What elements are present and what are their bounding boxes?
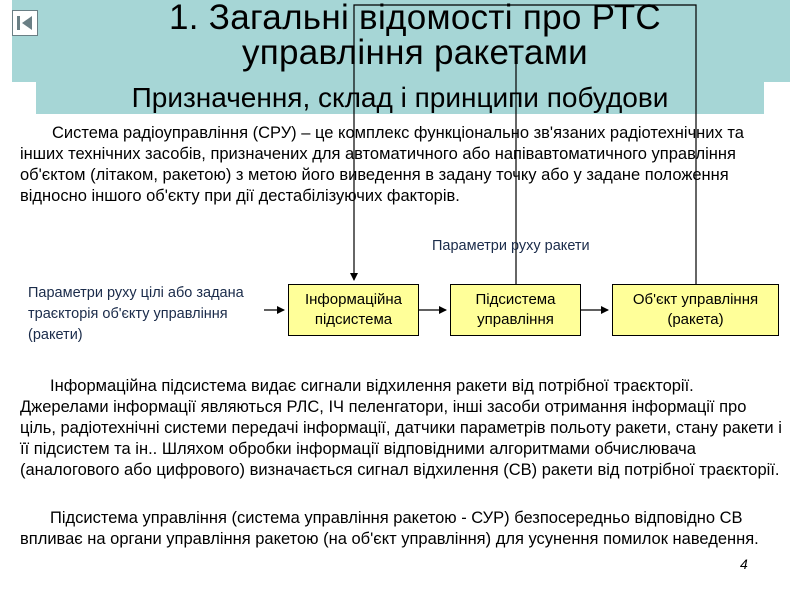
info-subsystem-block — [288, 284, 419, 336]
info-subsystem-paragraph: Інформаційна підсистема видає сигнали відхилення ракети від потрібної траєкторії. Джерелами інформації являються РЛС, ІЧ пеленгатори, інші засоби отримання інформації про ціль, радіотехнічні системи передачі інформації, датчики параметрів польоту ракети, стану ракети і її підсистем та ін.. Шляхом обробки інформації відповідними алгоритмами обчислювача (аналогового або цифрового) визначається сигнал відхилення (СВ) ракети від потрібної траєкторії. — [20, 377, 782, 479]
control-object-block — [612, 284, 779, 336]
title-line-1: 1. Загальні відомості про РТС — [168, 0, 662, 37]
missile-motion-label: Параметри руху ракети — [432, 238, 590, 254]
control-object-label: Об'єкт управління (ракета) — [632, 291, 759, 328]
slide-subtitle: Призначення, склад і принципи побудови — [131, 82, 669, 113]
page-number: 4 — [740, 556, 748, 572]
title-line-2: управління ракетами — [241, 33, 589, 72]
intro-paragraph: Система радіоуправління (СРУ) – це комплекс функціонально зв'язаних радіотехнічних та інших технічних засобів, призначених для автоматичного або напівавтоматичного управління об'єктом (літаком, ракетою) з метою його виведення в задану точку або у задане положення відносно іншого об'єкту при дії дестабілізуючих факторів. — [20, 124, 744, 205]
info-subsystem-label: Інформаційна підсистема — [304, 291, 403, 328]
control-subsystem-block — [450, 284, 581, 336]
target-motion-label: Параметри руху цілі або задана траєкторія об'єкту управління (ракети) — [28, 285, 244, 343]
control-subsystem-label: Підсистема управління — [475, 291, 556, 328]
control-subsystem-paragraph: Підсистема управління (система управління ракетою - СУР) безпосередньо відповідно СВ впливає на органи управління ракетою (на об'єкт управління) для усунення помилок наведення. — [20, 509, 759, 548]
